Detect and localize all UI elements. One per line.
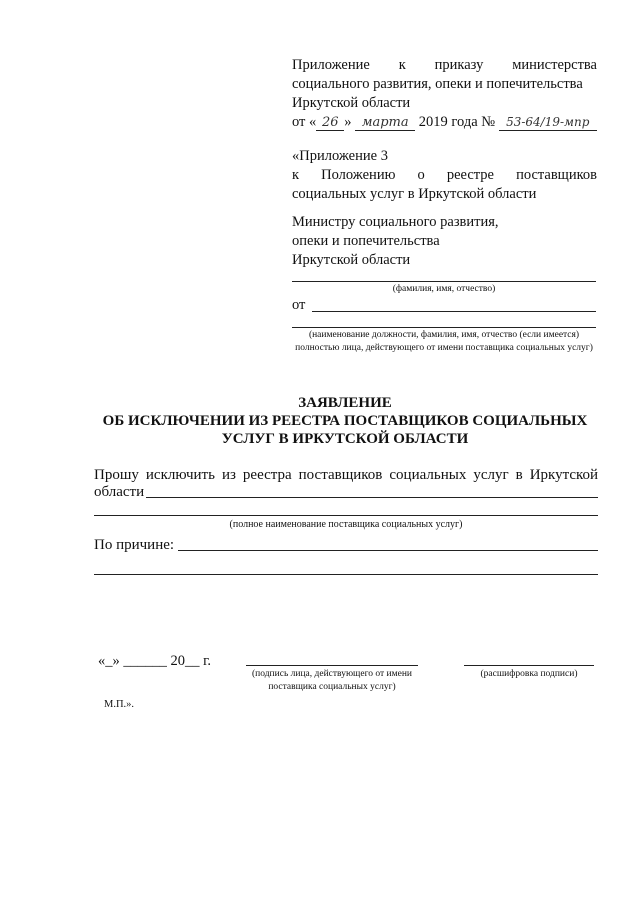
position-caption: (наименование должности, фамилия, имя, отчество (если имеется) полностью лица, действующего от имени поставщика социальных услуг) — [295, 330, 593, 353]
title-line-3: УСЛУГ В ИРКУТСКОЙ ОБЛАСТИ — [221, 431, 469, 447]
provider-caption: (полное наименование поставщика социальных услуг) — [229, 519, 463, 530]
addressee-line-1: Министру социального развития, — [292, 214, 499, 230]
appendix-word: к — [292, 167, 300, 183]
request-word: социальных — [389, 467, 467, 483]
signature-date: «_» ______ 20__ г. — [98, 653, 212, 669]
from-line — [312, 311, 596, 312]
position-line — [292, 327, 596, 328]
appendix-word: реестре — [446, 167, 494, 183]
addressee-block — [292, 213, 597, 270]
request-word: Прошу — [94, 467, 139, 483]
date-year-text: 2019 года № — [418, 114, 496, 130]
appendix-line-3: социальных услуг в Иркутской области — [292, 186, 537, 202]
date-day: 26 — [316, 115, 344, 131]
signature-line — [246, 665, 418, 666]
reason-line-2 — [94, 574, 598, 575]
request-word: из — [221, 467, 236, 483]
decoding-caption: (расшифровка подписи) — [480, 669, 578, 679]
header-word: к — [398, 57, 406, 73]
request-line-2: области — [94, 484, 145, 500]
appendix-word: о — [417, 167, 425, 183]
order-appendix-header — [292, 56, 597, 132]
from-label: от — [292, 297, 306, 313]
order-number: 53-64/19-мпр — [499, 115, 597, 131]
provider-name-line-2 — [94, 515, 598, 516]
request-word: реестра — [242, 467, 292, 483]
header-line-2: социального развития, опеки и попечительства — [292, 76, 583, 92]
date-prefix: от « — [292, 114, 317, 130]
request-word: услуг — [473, 467, 509, 483]
header-line-3: Иркутской области — [292, 95, 411, 111]
reason-line-1 — [178, 550, 598, 551]
date-mid: » — [344, 114, 352, 130]
appendix-line-1: «Приложение 3 — [292, 148, 388, 164]
request-word: Иркутской — [529, 467, 599, 483]
title-line-2: ОБ ИСКЛЮЧЕНИИ ИЗ РЕЕСТРА ПОСТАВЩИКОВ СОЦИАЛЬНЫХ — [102, 413, 588, 429]
addressee-line-2: опеки и попечительства — [292, 233, 440, 249]
header-word: приказу — [434, 57, 484, 73]
document-title — [90, 394, 600, 448]
header-word: министерства — [512, 57, 597, 73]
request-line-1 — [94, 465, 598, 485]
provider-name-line-1 — [146, 497, 598, 498]
seal-mark: М.П.». — [104, 699, 135, 710]
appendix-word: поставщиков — [516, 167, 598, 183]
date-month: марта — [355, 115, 415, 131]
header-word: Приложение — [292, 57, 370, 73]
fio-caption: (фамилия, имя, отчество) — [392, 284, 496, 294]
reason-label: По причине: — [94, 537, 175, 553]
order-date-line — [292, 113, 597, 132]
addressee-line-3: Иркутской области — [292, 252, 411, 268]
signature-caption: (подпись лица, действующего от имени поставщика социальных услуг) — [252, 669, 412, 692]
title-line-1: ЗАЯВЛЕНИЕ — [298, 395, 392, 411]
request-word: в — [515, 467, 523, 483]
appendix-block — [292, 147, 597, 204]
fio-line — [292, 281, 596, 282]
appendix-word: Положению — [321, 167, 396, 183]
header-line-1 — [292, 56, 597, 75]
request-word: исключить — [145, 467, 215, 483]
appendix-line-2 — [292, 166, 597, 185]
decoding-line — [464, 665, 594, 666]
request-word: поставщиков — [298, 467, 383, 483]
